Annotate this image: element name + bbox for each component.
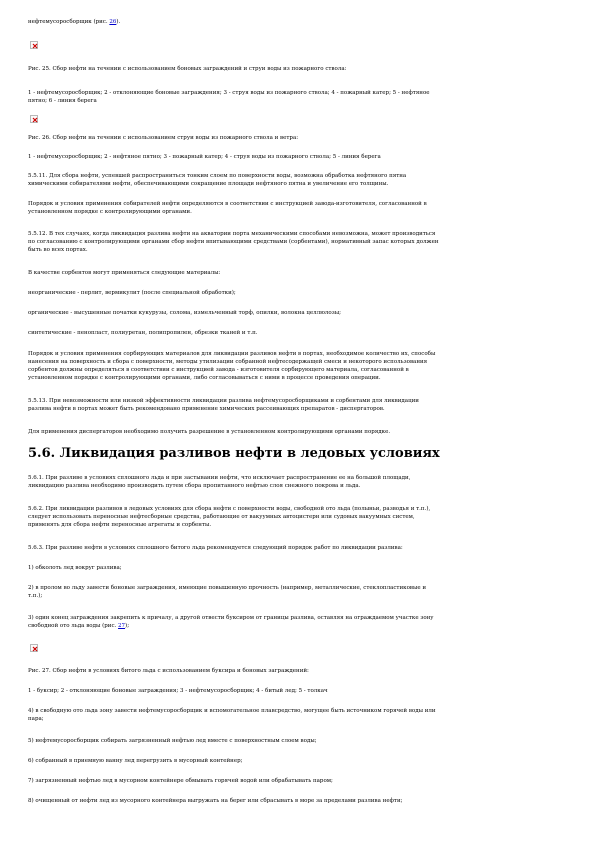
text-line (28, 622, 568, 630)
paragraph-line: 5.5.13. При невозможности или низкой эффективности ликвидации разлива нефтемусоросборщиками и сорбентами для ликвидации (28, 398, 419, 404)
paragraph-line: органические - высушенные початки кукурузы, солома, измельченный торф, опилки, волокна целлюлозы; (28, 310, 341, 316)
list-item: 6) собранный в приемную ванну лед перегрузить в мусорный контейнер; (28, 758, 243, 764)
figure-27-link[interactable]: 27 (118, 623, 126, 629)
figure-25-caption: Рис. 25. Сбор нефти на течении с использованием боновых заграждений и струи воды из пожарного ствола: (28, 66, 347, 72)
paragraph-line: 5.5.12. В тех случаях, когда ликвидация разлива нефти на акватории порта механическими способами невозможна, может производиться (28, 231, 436, 237)
paragraph-line: по согласованию с контролирующими органами сбор нефти впитывающими средствами (сорбентами), нормативный запас которых должен (28, 239, 439, 245)
broken-image-icon (30, 644, 38, 652)
paragraph-line: химическими собирателями нефти, обеспечивающими сокращение площади нефтяного пятна и увеличение его толщины. (28, 181, 389, 187)
paragraph-line: Порядок и условия применения сорбирующих материалов для ликвидации разливов нефти в портах, необходимое количество их, способы (28, 351, 436, 357)
figure-26-legend: 1 - нефтемусоросборщик; 2 - нефтяное пятно; 3 - пожарный катер; 4 - струя воды из пожарного ствола; 5 - линия берега (28, 154, 381, 160)
text-fragment: ); (125, 623, 130, 629)
paragraph-line: В качестве сорбентов могут применяться следующие материалы: (28, 270, 221, 276)
paragraph-line: разлива нефти в портах может быть рекомендовано применение химических рассеивающих препаратов - диспергаторов. (28, 406, 385, 412)
figure-26-link[interactable]: 26 (109, 19, 117, 25)
list-item: 8) очищенный от нефти лед из мусорного контейнера выгружать на берег или сбрасывать в море за пределами разлива нефти; (28, 798, 403, 804)
figure-27-legend: 1 - буксир; 2 - отклоняющие боновые заграждения; 3 - нефтемусоросборщик; 4 - битый лед; 5 - толкач (28, 688, 328, 694)
paragraph-line: ликвидацию разлива необходимо производить путем сбора пропитанного нефтью слоя снежного покрова и льда. (28, 483, 361, 489)
paragraph-line: применять для сбора нефти переносные агрегаты и сорбенты. (28, 522, 212, 528)
paragraph-line: 5.6.3. При разливе нефти в условиях сплошного битого льда рекомендуется следующий порядок работ по ликвидации разлива: (28, 545, 403, 551)
list-item: т.п.); (28, 593, 43, 599)
paragraph-line: сорбентов должны определяться в соответствии с инструкцией завода - изготовителя сорбирующего материала, согласованной в (28, 367, 409, 373)
paragraph-line: нанесения на поверхность и сбора с поверхности, методы утилизации собранной нефтесодержащей смеси и некоторого использования (28, 359, 428, 365)
text-fragment: свободной ото льда воды (рис. (28, 623, 119, 629)
list-item: 4) в свободную ото льда зону завести нефтемусоросборщик и вспомогательное плавсредство, могущее быть источником горячей воды или (28, 708, 436, 714)
paragraph-line: 5.6.2. При ликвидации разливов в ледовых условиях для сбора нефти с поверхности воды, свободной ото льда (полыньи, разводья и т.п.), (28, 506, 431, 512)
paragraph-line: Для применения диспергаторов необходимо получить разрешение в установленном контролирующими органами порядке. (28, 429, 391, 435)
list-item: 3) один конец заграждения закрепить к причалу, а другой отвести буксиром от границы разлива, оставляя на ограждаемом участке зону (28, 615, 434, 621)
text-line (28, 18, 568, 26)
paragraph-line: следует использовать переносные нефтесборные средства, работающие от вакуумных автоцистерн или судовых вакуумных систем, (28, 514, 415, 520)
text-fragment: нефтемусоросборщик (рис. (28, 19, 110, 25)
list-item: 7) загрязненный нефтью лед в мусорном контейнере обмывать горячей водой или обрабатывать паром; (28, 778, 333, 784)
paragraph-line: синтетические - пенопласт, полиуретан, полипропилен, обрезки тканей и т.п. (28, 330, 258, 336)
broken-image-icon (30, 115, 38, 123)
list-item: 2) в пролом во льду завести боновые заграждения, имеющие повышенную прочность (например, металлические, стеклопластиковые и (28, 585, 427, 591)
section-heading: 5.6. Ликвидация разливов нефти в ледовых условиях (28, 446, 440, 461)
paragraph-line: 5.5.11. Для сбора нефти, успевшей распространиться тонким слоем по поверхности воды, возможна обработка нефтяного пятна (28, 173, 407, 179)
figure-25-legend: 1 - нефтемусоросборщик; 2 - отклоняющие боновые заграждения; 3 - струя воды из пожарного ствола; 4 - пожарный катер; 5 - нефтяное (28, 90, 430, 96)
figure-25-legend: пятно; 6 - линия берега (28, 98, 97, 104)
paragraph-line: Порядок и условия применения собирателей нефти определяются в соответствии с инструкцией завода-изготовителя, согласованной в (28, 201, 427, 207)
paragraph-line: установленном порядке с контролирующими органами. (28, 209, 192, 215)
figure-27-caption: Рис. 27. Сбор нефти в условиях битого льда с использованием буксира и боновых заграждений: (28, 668, 309, 674)
text-fragment: ). (116, 19, 121, 25)
paragraph-line: 5.6.1. При разливе в условиях сплошного льда и при застывании нефти, что исключает распространение ее на большой площади, (28, 475, 411, 481)
figure-26-caption: Рис. 26. Сбор нефти на течении с использованием струи воды из пожарного ствола и ветра: (28, 135, 299, 141)
paragraph-line: неорганические - перлит, вермикулит (после специальной обработки); (28, 290, 236, 296)
broken-image-icon (30, 41, 38, 49)
paragraph-line: установленном порядке с контролирующими органами, либо согласовываться с ними в процессе проведения операции. (28, 375, 381, 381)
list-item: 5) нефтемусоросборщик собирать загрязненный нефтью лед вместе с поверхностным слоем воды; (28, 738, 317, 744)
list-item: пара; (28, 716, 44, 722)
paragraph-line: быть во всех портах. (28, 247, 88, 253)
list-item: 1) обколоть лед вокруг разлива; (28, 565, 122, 571)
